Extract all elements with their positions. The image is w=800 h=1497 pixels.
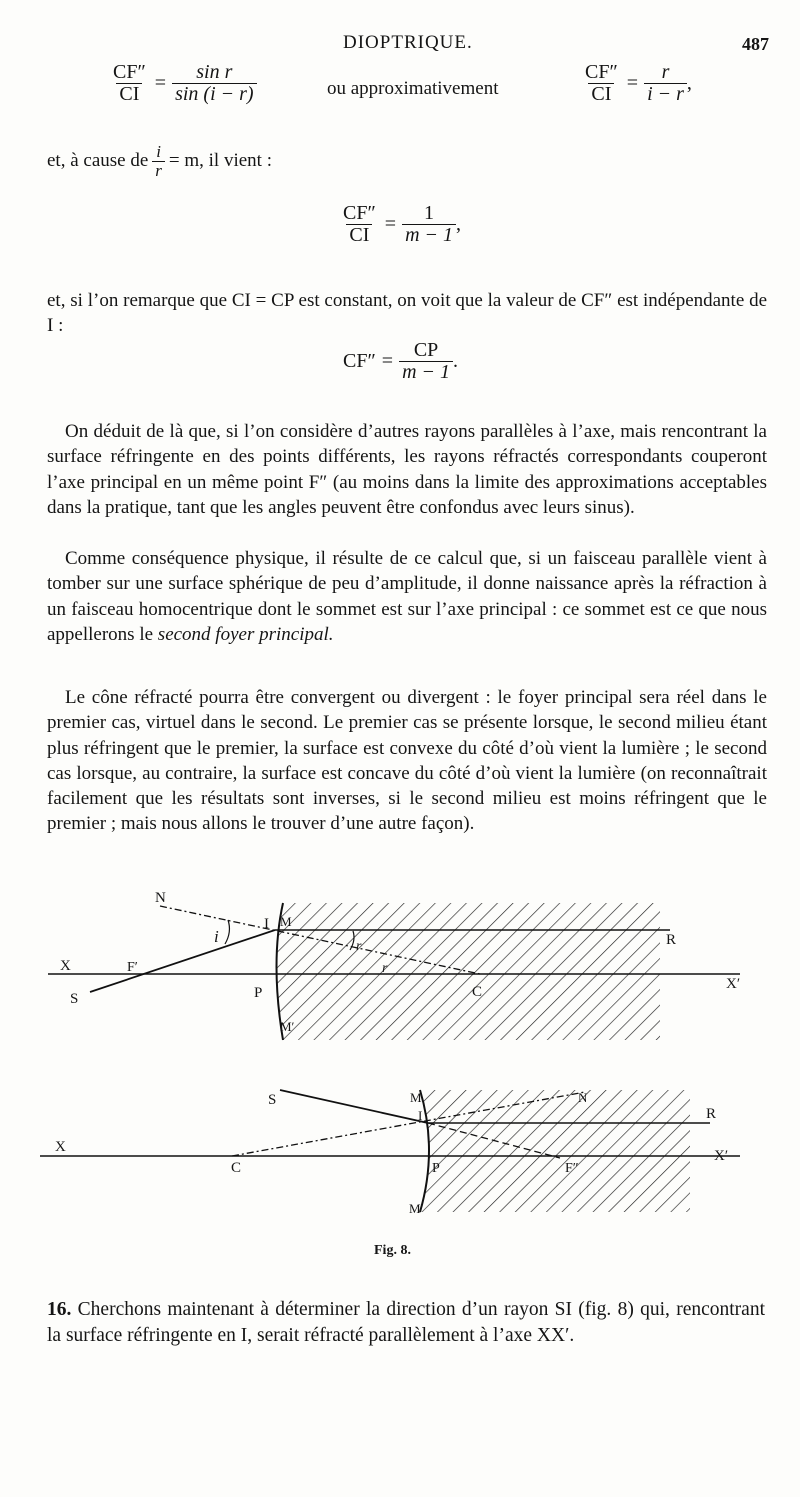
diagram-concave bbox=[40, 1090, 740, 1216]
line-because-of: et, à cause de $\frac{i}{r}$ = m, il vient : bbox=[47, 142, 272, 180]
running-head bbox=[0, 30, 800, 60]
label-M: M bbox=[280, 914, 292, 929]
label-R: R bbox=[666, 932, 677, 948]
label-F-double-prime: F″ bbox=[565, 1161, 579, 1176]
label-M-2: M bbox=[410, 1090, 422, 1105]
equation-1-approx: $\frac{CF''}{CI}$ = $\frac{r}{i - r}$ , bbox=[585, 61, 692, 105]
label-I-2: I bbox=[418, 1108, 423, 1123]
figure-caption: Fig. 8. bbox=[374, 1243, 411, 1258]
label-P: P bbox=[254, 985, 263, 1001]
angle-i-arc bbox=[225, 920, 229, 944]
label-N: N bbox=[155, 890, 166, 906]
label-X: X bbox=[60, 958, 71, 974]
label-M-prime-2: M′ bbox=[409, 1201, 424, 1216]
diagram-convex bbox=[48, 890, 740, 1040]
paragraph-4: Le cône réfracté pourra être convergent ou divergent : le foyer principal sera réel dans le premier cas, virtuel dans le second. Le premier cas se présente lorsque, le second milieu étant plus réfringent que le premier, la surface est convexe du côté d’où vient la lumière ; le second cas lorsque, au contraire, la surface est concave du côté d’où vient la lumière (on reconnaîtrait facilement que les résultats sont inverses, si le second milieu est moins réfringent que le premier ; mais nous allons le trouver d’une autre façon). bbox=[47, 687, 767, 835]
figure-8 bbox=[0, 880, 800, 1260]
label-R-2: R bbox=[706, 1106, 717, 1122]
paragraph-3: Comme conséquence physique, il résulte de ce calcul que, si un faisceau parallèle vient à tomber sur une surface sphérique de peu d’amplitude, il donne naissance après la réfraction à un faisceau homocentrique dont le sommet est sur l’axe principal : ce sommet est ce que nous appellerons le second foyer principal. bbox=[47, 548, 767, 645]
refracting-medium-hatch-2 bbox=[420, 1090, 690, 1212]
label-i: i bbox=[214, 927, 219, 946]
paragraph-1: et, si l’on remarque que CI = CP est constant, on voit que la valeur de CF″ est indépendante de I : bbox=[47, 290, 767, 337]
label-N-2: N bbox=[578, 1090, 588, 1105]
label-C: C bbox=[472, 984, 483, 1000]
label-X-prime-2: X′ bbox=[714, 1148, 729, 1164]
section-16: 16. Cherchons maintenant à déterminer la direction d’un rayon SI (fig. 8) qui, rencontrant la surface réfringente en I, serait réfracté parallèlement à l’axe XX′. bbox=[47, 1299, 765, 1346]
incident-ray-2 bbox=[280, 1090, 428, 1123]
eq1-rhs-fraction: $\frac{\text{sin r}}{\sin (i - r)}$ bbox=[172, 62, 257, 105]
section-number: 16. bbox=[47, 1299, 72, 1320]
label-I: I bbox=[264, 916, 269, 932]
label-F-prime: F′ bbox=[127, 960, 138, 975]
label-X-2: X bbox=[55, 1139, 66, 1155]
equation-1: $\frac{CF''}{CI}$ = $\frac{\text{sin r}}{\sin (i - r)}$ bbox=[110, 62, 257, 105]
label-P-2: P bbox=[432, 1161, 440, 1176]
eq1-lhs-fraction: $\frac{CF''}{CI}$ bbox=[113, 61, 146, 105]
paragraph-2: On déduit de là que, si l’on considère d’autres rayons parallèles à l’axe, mais rencontrant la surface réfringente en des points différents, les rayons réfractés correspondants couperont l’axe principal en un même point F″ (au moins dans la limite des approximations acceptables dans la pratique, tant que les angles peuvent être confondus avec leurs sinus). bbox=[47, 421, 767, 518]
label-C-2: C bbox=[231, 1160, 242, 1176]
page-number: 487 bbox=[742, 34, 769, 54]
label-X-prime: X′ bbox=[726, 976, 741, 992]
label-S-2: S bbox=[268, 1092, 277, 1108]
equation-2: $\frac{CF''}{CI}$ = $\frac{1}{m - 1}$ , bbox=[343, 202, 462, 246]
label-M-prime: M′ bbox=[280, 1019, 295, 1034]
incident-ray bbox=[90, 930, 275, 992]
label-r2: r bbox=[382, 961, 388, 976]
label-S: S bbox=[70, 991, 79, 1007]
eq1-connector: ou approximativement bbox=[327, 78, 499, 99]
equation-3: CF″ = $\frac{CP}{m - 1}$ . bbox=[343, 339, 459, 383]
label-r: r bbox=[356, 939, 362, 954]
page-header-title: DIOPTRIQUE. bbox=[343, 32, 473, 53]
term-second-focus: second foyer principal. bbox=[157, 623, 334, 645]
